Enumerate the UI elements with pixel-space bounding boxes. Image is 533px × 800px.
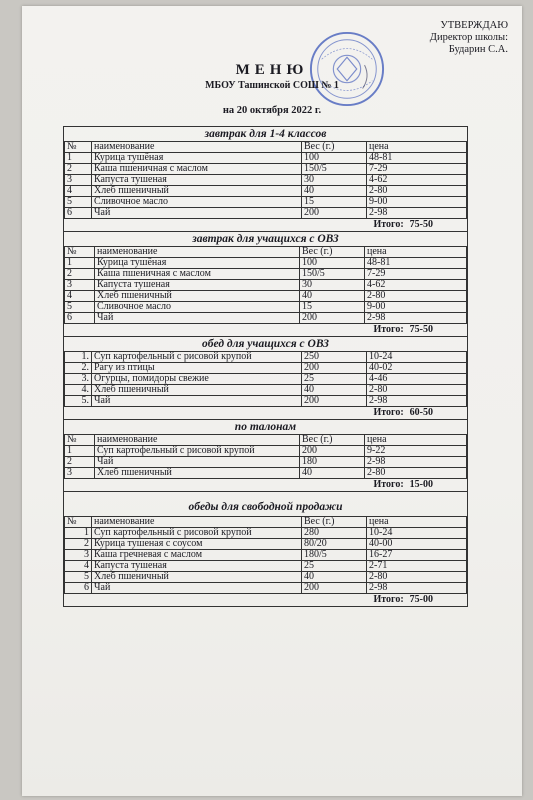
item-name: Рагу из птицы bbox=[92, 363, 302, 374]
table-row bbox=[65, 539, 467, 550]
item-weight: 25 bbox=[302, 374, 367, 385]
item-name: Суп картофельный с рисовой крупой bbox=[92, 352, 302, 363]
item-price: 7-29 bbox=[365, 269, 467, 280]
item-weight: 200 bbox=[302, 396, 367, 407]
column-header: цена bbox=[365, 247, 467, 258]
item-name: Капуста тушеная bbox=[92, 561, 302, 572]
item-name: Курица тушёная bbox=[92, 153, 302, 164]
table-row bbox=[65, 363, 467, 374]
total-label: Итого: bbox=[373, 479, 404, 490]
column-header: № bbox=[65, 247, 95, 258]
section-total bbox=[64, 219, 467, 232]
table-row bbox=[65, 186, 467, 197]
item-name: Суп картофельный с рисовой крупой bbox=[95, 446, 300, 457]
item-number: 4 bbox=[65, 186, 92, 197]
item-weight: 40 bbox=[302, 186, 367, 197]
item-name: Курица тушёная bbox=[95, 258, 300, 269]
item-weight: 200 bbox=[302, 208, 367, 219]
item-weight: 15 bbox=[300, 302, 365, 313]
item-price: 4-62 bbox=[367, 175, 467, 186]
item-price: 2-80 bbox=[367, 572, 467, 583]
total-label: Итого: bbox=[373, 594, 404, 605]
section-title: обеды для свободной продажи bbox=[188, 501, 343, 513]
item-price: 10-24 bbox=[367, 352, 467, 363]
item-number: 5 bbox=[65, 302, 95, 313]
column-header: цена bbox=[367, 142, 467, 153]
total-value: 15-00 bbox=[409, 479, 433, 490]
item-number: 1 bbox=[65, 153, 92, 164]
item-name: Чай bbox=[92, 396, 302, 407]
table-row bbox=[65, 457, 467, 468]
approval-position: Директор школы: bbox=[429, 32, 508, 43]
item-name: Чай bbox=[95, 313, 300, 324]
column-header: цена bbox=[365, 435, 467, 446]
menu-table bbox=[64, 434, 467, 479]
section-total bbox=[64, 324, 467, 337]
item-price: 9-22 bbox=[365, 446, 467, 457]
table-row bbox=[65, 175, 467, 186]
table-header-row bbox=[65, 517, 467, 528]
item-weight: 40 bbox=[302, 385, 367, 396]
total-value: 75-50 bbox=[409, 324, 433, 335]
column-header: № bbox=[65, 517, 92, 528]
item-weight: 180 bbox=[300, 457, 365, 468]
item-price: 16-27 bbox=[367, 550, 467, 561]
approval-block bbox=[430, 20, 508, 56]
table-row bbox=[65, 446, 467, 457]
item-name: Капуста тушеная bbox=[95, 280, 300, 291]
item-weight: 150/5 bbox=[300, 269, 365, 280]
item-name: Хлеб пшеничный bbox=[95, 291, 300, 302]
item-name: Каша гречневая с маслом bbox=[92, 550, 302, 561]
table-row bbox=[65, 269, 467, 280]
item-number: 2 bbox=[65, 539, 92, 550]
total-value: 60-50 bbox=[409, 407, 433, 418]
section-total bbox=[64, 594, 467, 606]
item-price: 48-81 bbox=[365, 258, 467, 269]
item-weight: 25 bbox=[302, 561, 367, 572]
item-price: 40-02 bbox=[367, 363, 467, 374]
menu-table bbox=[64, 246, 467, 324]
section-total bbox=[64, 407, 467, 420]
section-title: обед для учащихся с ОВЗ bbox=[202, 338, 329, 350]
table-row bbox=[65, 302, 467, 313]
table-row bbox=[65, 258, 467, 269]
table-row bbox=[65, 572, 467, 583]
approval-title: УТВЕРЖДАЮ bbox=[440, 20, 508, 31]
item-number: 3 bbox=[65, 175, 92, 186]
item-price: 2-98 bbox=[367, 208, 467, 219]
item-price: 2-98 bbox=[365, 313, 467, 324]
total-value: 75-50 bbox=[409, 219, 433, 230]
item-number: 1 bbox=[65, 446, 95, 457]
item-price: 2-80 bbox=[367, 385, 467, 396]
table-row bbox=[65, 385, 467, 396]
column-header: наименование bbox=[95, 435, 300, 446]
item-weight: 180/5 bbox=[302, 550, 367, 561]
item-price: 9-00 bbox=[365, 302, 467, 313]
item-name: Сливочное масло bbox=[92, 197, 302, 208]
item-number: 2 bbox=[65, 164, 92, 175]
menu-date: на 20 октября 2022 г. bbox=[222, 105, 322, 116]
item-number: 4 bbox=[65, 291, 95, 302]
item-name: Чай bbox=[95, 457, 300, 468]
item-weight: 30 bbox=[302, 175, 367, 186]
item-weight: 40 bbox=[300, 291, 365, 302]
total-label: Итого: bbox=[373, 407, 404, 418]
approval-name: Бударин С.А. bbox=[448, 44, 508, 55]
item-price: 2-80 bbox=[367, 186, 467, 197]
item-price: 2-98 bbox=[367, 396, 467, 407]
item-name: Хлеб пшеничный bbox=[92, 385, 302, 396]
item-name: Суп картофельный с рисовой крупой bbox=[92, 528, 302, 539]
item-number: 4 bbox=[65, 561, 92, 572]
item-number: 3 bbox=[65, 550, 92, 561]
menu-table bbox=[64, 516, 467, 594]
column-header: № bbox=[65, 142, 92, 153]
item-price: 7-29 bbox=[367, 164, 467, 175]
item-number: 6 bbox=[65, 313, 95, 324]
item-weight: 150/5 bbox=[302, 164, 367, 175]
item-number: 2 bbox=[65, 269, 95, 280]
column-header: наименование bbox=[92, 517, 302, 528]
table-header-row bbox=[65, 435, 467, 446]
item-name: Сливочное масло bbox=[95, 302, 300, 313]
item-weight: 100 bbox=[302, 153, 367, 164]
column-header: Вес (г.) bbox=[300, 247, 365, 258]
column-header: № bbox=[65, 435, 95, 446]
total-value: 75-00 bbox=[409, 594, 433, 605]
table-row bbox=[65, 164, 467, 175]
item-number: 6 bbox=[65, 583, 92, 594]
item-price: 9-00 bbox=[367, 197, 467, 208]
item-name: Каша пшеничная с маслом bbox=[95, 269, 300, 280]
item-weight: 15 bbox=[302, 197, 367, 208]
item-price: 2-80 bbox=[365, 291, 467, 302]
column-header: наименование bbox=[92, 142, 302, 153]
item-weight: 250 bbox=[302, 352, 367, 363]
item-name: Хлеб пшеничный bbox=[95, 468, 300, 479]
table-row bbox=[65, 153, 467, 164]
item-price: 4-62 bbox=[365, 280, 467, 291]
column-header: наименование bbox=[95, 247, 300, 258]
column-header: Вес (г.) bbox=[302, 142, 367, 153]
section-title: завтрак для 1-4 классов bbox=[204, 128, 327, 140]
item-weight: 40 bbox=[302, 572, 367, 583]
item-number: 1 bbox=[65, 528, 92, 539]
page-title: МЕНЮ bbox=[235, 62, 309, 78]
item-name: Хлеб пшеничный bbox=[92, 186, 302, 197]
item-number: 5 bbox=[65, 572, 92, 583]
table-row bbox=[65, 396, 467, 407]
item-name: Чай bbox=[92, 208, 302, 219]
item-name: Огурцы, помидоры свежие bbox=[92, 374, 302, 385]
item-name: Чай bbox=[92, 583, 302, 594]
item-name: Каша пшеничная с маслом bbox=[92, 164, 302, 175]
item-number: 1. bbox=[65, 352, 92, 363]
item-number: 1 bbox=[65, 258, 95, 269]
item-weight: 200 bbox=[302, 583, 367, 594]
item-name: Капуста тушеная bbox=[92, 175, 302, 186]
section-total bbox=[64, 479, 467, 492]
total-label: Итого: bbox=[373, 324, 404, 335]
item-number: 3. bbox=[65, 374, 92, 385]
section-title: по талонам bbox=[234, 421, 297, 433]
item-weight: 30 bbox=[300, 280, 365, 291]
item-weight: 280 bbox=[302, 528, 367, 539]
table-row bbox=[65, 280, 467, 291]
section-title: завтрак для учащихся с ОВЗ bbox=[192, 233, 339, 245]
table-row bbox=[65, 550, 467, 561]
menu-table bbox=[64, 141, 467, 219]
item-price: 2-98 bbox=[367, 583, 467, 594]
item-number: 2 bbox=[65, 457, 95, 468]
column-header: цена bbox=[367, 517, 467, 528]
table-row bbox=[65, 197, 467, 208]
item-number: 4. bbox=[65, 385, 92, 396]
item-number: 3 bbox=[65, 468, 95, 479]
item-price: 2-71 bbox=[367, 561, 467, 572]
table-row bbox=[65, 583, 467, 594]
column-header: Вес (г.) bbox=[300, 435, 365, 446]
item-price: 2-80 bbox=[365, 468, 467, 479]
table-row bbox=[65, 528, 467, 539]
item-number: 6 bbox=[65, 208, 92, 219]
item-price: 4-46 bbox=[367, 374, 467, 385]
item-weight: 100 bbox=[300, 258, 365, 269]
table-row bbox=[65, 208, 467, 219]
item-weight: 200 bbox=[300, 446, 365, 457]
total-label: Итого: bbox=[373, 219, 404, 230]
item-number: 5. bbox=[65, 396, 92, 407]
item-number: 2. bbox=[65, 363, 92, 374]
item-price: 40-00 bbox=[367, 539, 467, 550]
item-weight: 80/20 bbox=[302, 539, 367, 550]
table-header-row bbox=[65, 247, 467, 258]
item-weight: 200 bbox=[302, 363, 367, 374]
item-price: 2-98 bbox=[365, 457, 467, 468]
table-row bbox=[65, 561, 467, 572]
table-row bbox=[65, 313, 467, 324]
item-name: Хлеб пшеничный bbox=[92, 572, 302, 583]
school-name: МБОУ Ташинской СОШ № 1 bbox=[205, 80, 339, 91]
item-price: 10-24 bbox=[367, 528, 467, 539]
table-row bbox=[65, 291, 467, 302]
item-number: 3 bbox=[65, 280, 95, 291]
item-number: 5 bbox=[65, 197, 92, 208]
column-header: Вес (г.) bbox=[302, 517, 367, 528]
table-row bbox=[65, 374, 467, 385]
item-name: Курица тушеная с соусом bbox=[92, 539, 302, 550]
item-weight: 200 bbox=[300, 313, 365, 324]
item-price: 48-81 bbox=[367, 153, 467, 164]
table-header-row bbox=[65, 142, 467, 153]
table-row bbox=[65, 468, 467, 479]
item-weight: 40 bbox=[300, 468, 365, 479]
table-row bbox=[65, 352, 467, 363]
menu-table bbox=[64, 351, 467, 407]
menu-table-frame bbox=[63, 126, 468, 607]
